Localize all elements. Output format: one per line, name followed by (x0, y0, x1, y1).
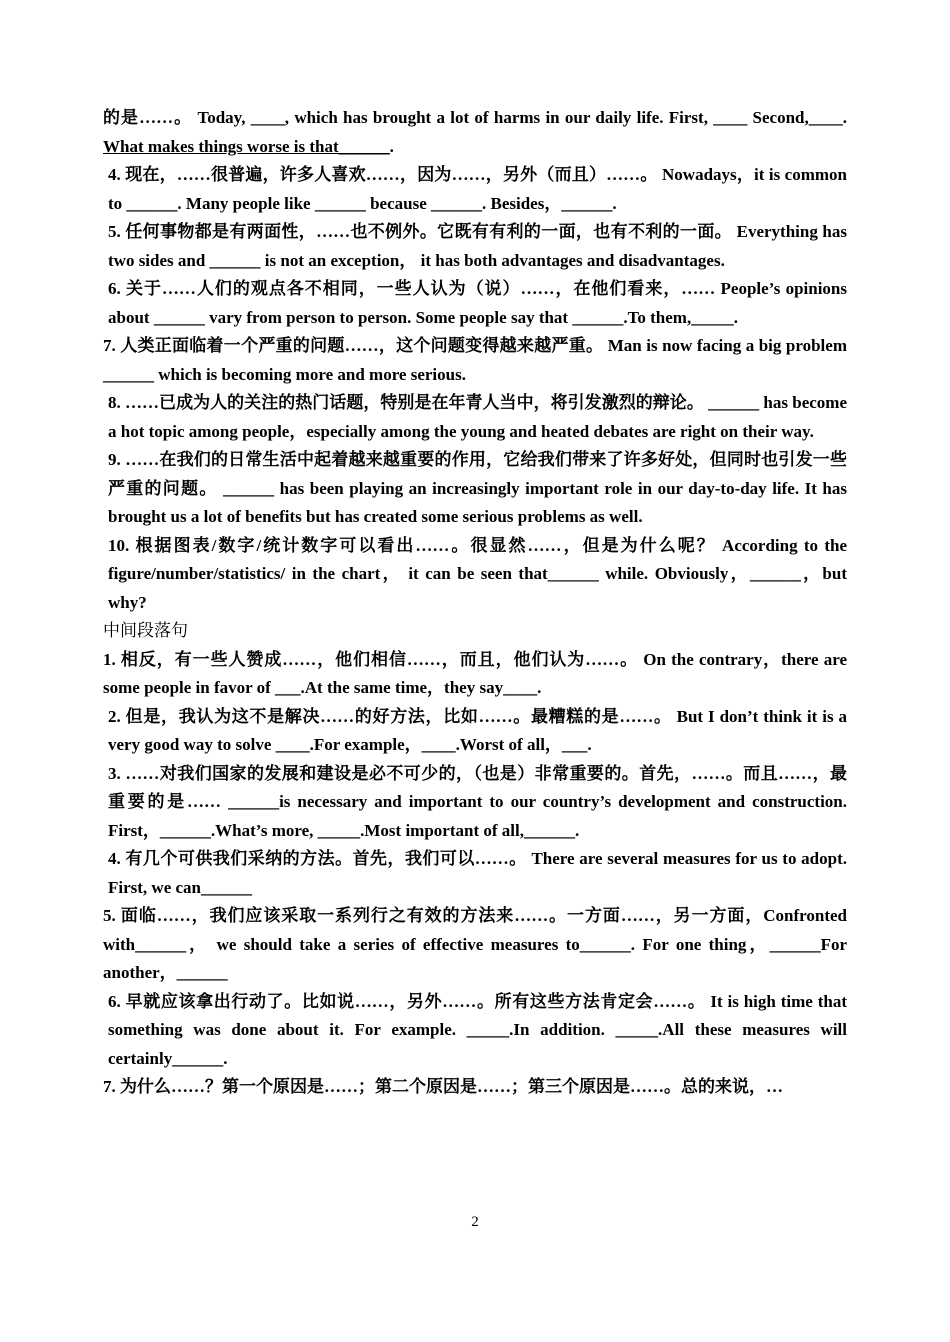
underlined-phrase: What makes things worse is that______ (103, 136, 390, 156)
paragraph-continued (103, 104, 847, 161)
middle-paragraph-4: 4. 有几个可供我们采纳的方法。首先，我们可以……。 There are several measures for us to adopt. First, we can______ (108, 849, 847, 897)
middle-paragraph-6: 6. 早就应该拿出行动了。比如说……，另外……。所有这些方法肯定会……。 It is high time that something was done about it. For example. _____.In addition. _____.All these measures will certainly______. (108, 991, 847, 1068)
middle-paragraph-7: 7. 为什么……？第一个原因是……；第二个原因是……；第三个原因是……。总的来说，… (103, 1077, 783, 1096)
paragraph-item-5: 5. 任何事物都是有两面性，……也不例外。它既有有利的一面，也有不利的一面。 Everything has two sides and ______ is not an exception， it has both advantages and disadvantages. (108, 222, 847, 270)
paragraph-item-7: 7. 人类正面临着一个严重的问题……，这个问题变得越来越严重。 Man is now facing a big problem ______ which is becoming more and more serious. (103, 336, 847, 384)
section-heading: 中间段落句 (103, 621, 188, 640)
paragraph-tail: . (389, 136, 394, 156)
paragraph-item-9: 9. ……在我们的日常生活中起着越来越重要的作用，它给我们带来了许多好处，但同时也引发一些严重的问题。 ______ has been playing an increasingly important role in our day-to-day life. It has brought us a lot of benefits but has created some serious problems as well. (108, 450, 847, 526)
paragraph-text: 的是……。 Today, ____, which has brought a lot of harms in our daily life. First, ____ Second,____. (103, 108, 847, 127)
paragraph-item-6: 6. 关于……人们的观点各不相同，一些人认为（说）……，在他们看来，…… People’s opinions about ______ vary from person to person. Some people say that ______.To them,_____. (108, 279, 847, 327)
paragraph-item-4: 4. 现在，……很普遍，许多人喜欢……，因为……，另外（而且）……。 Nowadays，it is common to ______. Many people like ______ because ______. Besides，______. (108, 165, 847, 213)
document-body (103, 104, 847, 1102)
middle-paragraph-3: 3. ……对我们国家的发展和建设是必不可少的，（也是）非常重要的。首先，……。而且……，最重要的是…… ______is necessary and important to our country’s development and construction. First，______.What’s more, _____.Most important of all,______. (108, 763, 847, 840)
page-number: 2 (471, 1214, 479, 1230)
middle-paragraph-2: 2. 但是，我认为这不是解决……的好方法，比如……。最糟糕的是……。 But I don’t think it is a very good way to solve ____.For example，____.Worst of all，___. (108, 706, 847, 754)
paragraph-item-10: 10. 根据图表/数字/统计数字可以看出……。很显然……，但是为什么呢？ According to the figure/number/statistics/ in the chart， it can be seen that______ while. Obviously，______，but why? (108, 535, 847, 612)
paragraph-item-8: 8. ……已成为人的关注的热门话题，特别是在年青人当中，将引发激烈的辩论。 ______ has become a hot topic among people，especially among the young and heated debates are right on their way. (108, 393, 847, 441)
middle-paragraph-5: 5. 面临……，我们应该采取一系列行之有效的方法来……。一方面……，另一方面，Confronted with______， we should take a series of effective measures to______. For one thing，______For another，______ (103, 906, 847, 982)
middle-paragraph-1: 1. 相反，有一些人赞成……，他们相信……，而且，他们认为……。 On the contrary，there are some people in favor of ___.At the same time，they say____. (103, 649, 847, 697)
